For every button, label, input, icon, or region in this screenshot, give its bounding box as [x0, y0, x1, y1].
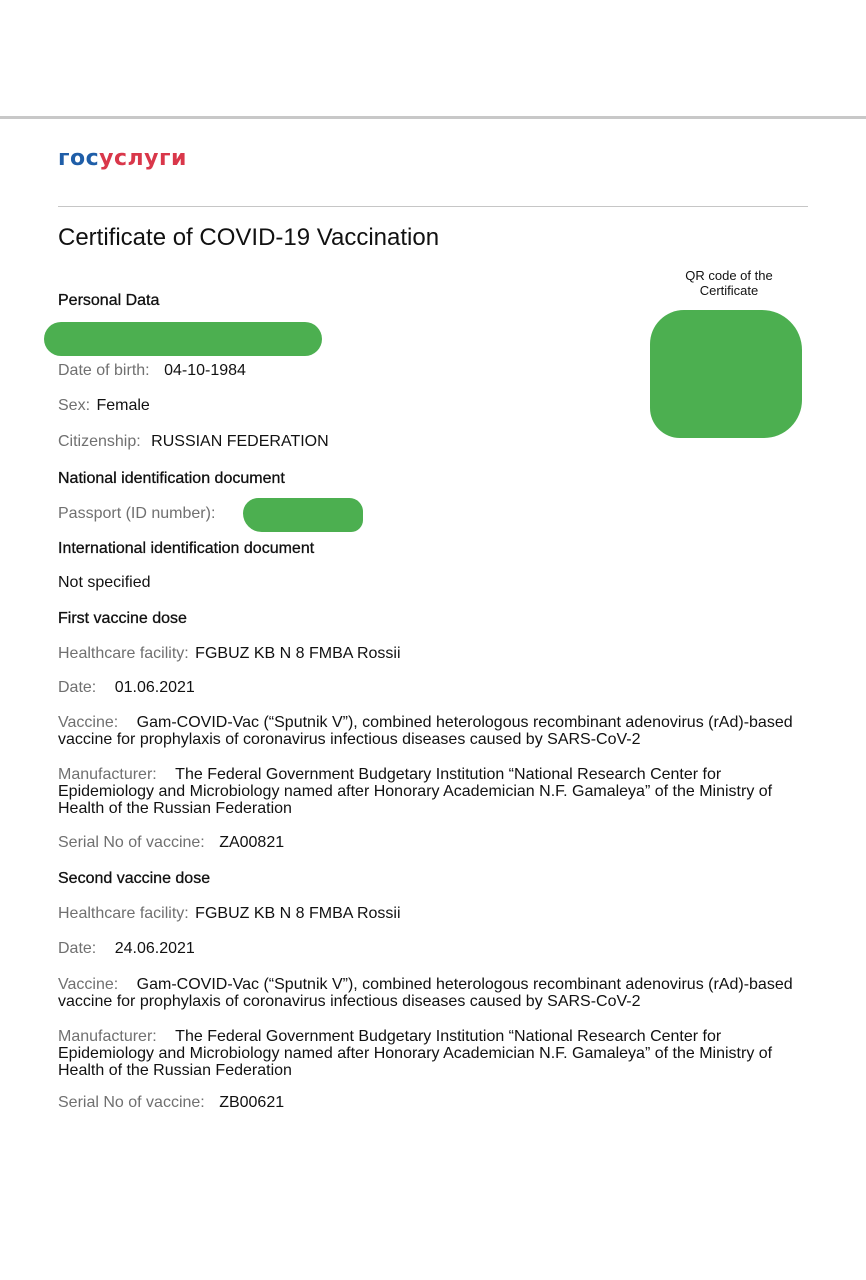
- facility-value: FGBUZ KB N 8 FMBA Rossii: [195, 645, 401, 662]
- manufacturer-label: Manufacturer:: [58, 766, 157, 783]
- logo-part-2: услуги: [99, 146, 187, 171]
- first-facility-row: [58, 645, 401, 663]
- citizenship-label: Citizenship:: [58, 433, 141, 450]
- serial-label: Serial No of vaccine:: [58, 1094, 205, 1111]
- sex-label: Sex:: [58, 397, 91, 414]
- vaccine-label: Vaccine:: [58, 976, 119, 993]
- facility-label: Healthcare facility:: [58, 905, 189, 922]
- date-value: 24.06.2021: [114, 940, 195, 957]
- sex-value: Female: [96, 397, 150, 414]
- top-divider: [0, 116, 866, 119]
- date-label: Date:: [58, 679, 97, 696]
- facility-value: FGBUZ KB N 8 FMBA Rossii: [195, 905, 401, 922]
- header-divider: [58, 206, 808, 207]
- serial-label: Serial No of vaccine:: [58, 834, 205, 851]
- vaccine-value: Gam-COVID-Vac (“Sputnik V”), combined heterologous recombinant adenovirus (rAd)-based vaccine for prophylaxis of coronavirus infectious diseases caused by SARS-CoV-2: [58, 714, 793, 748]
- gosuslugi-logo: [58, 146, 187, 171]
- passport-redacted: [243, 498, 363, 532]
- date-value: 01.06.2021: [114, 679, 195, 696]
- dob-row: [58, 362, 246, 380]
- dob-value: 04-10-1984: [164, 362, 246, 379]
- manufacturer-value: The Federal Government Budgetary Institution “National Research Center for Epidemiology and Microbiology named after Honorary Academician N.F. Gamaleya” of the Ministry of Health of the Russian Federation: [58, 766, 773, 817]
- second-manufacturer-row: [58, 1028, 818, 1079]
- first-dose-heading: First vaccine dose: [58, 610, 187, 627]
- second-date-row: [58, 940, 195, 958]
- passport-row: [58, 505, 215, 523]
- serial-value: ZB00621: [219, 1094, 285, 1111]
- sex-row: [58, 397, 150, 415]
- first-vaccine-row: [58, 714, 818, 748]
- international-doc-text: Not specified: [58, 574, 151, 591]
- logo-part-1: гос: [58, 146, 100, 171]
- page-title: Certificate of COVID-19 Vaccination: [58, 224, 440, 251]
- serial-value: ZA00821: [219, 834, 285, 851]
- first-manufacturer-row: [58, 766, 818, 817]
- second-serial-row: [58, 1094, 284, 1112]
- vaccine-value: Gam-COVID-Vac (“Sputnik V”), combined heterologous recombinant adenovirus (rAd)-based vaccine for prophylaxis of coronavirus infectious diseases caused by SARS-CoV-2: [58, 976, 793, 1010]
- vaccine-label: Vaccine:: [58, 714, 119, 731]
- passport-label: Passport (ID number):: [58, 505, 216, 522]
- second-facility-row: [58, 905, 401, 923]
- manufacturer-label: Manufacturer:: [58, 1028, 157, 1045]
- personal-data-heading: Personal Data: [58, 292, 160, 309]
- second-vaccine-row: [58, 976, 818, 1010]
- qr-code-label: QR code of the Certificate: [685, 268, 773, 298]
- citizenship-row: [58, 433, 329, 451]
- international-doc-heading: International identification document: [58, 540, 315, 557]
- international-doc-value: [58, 574, 151, 592]
- name-redacted: [44, 322, 322, 356]
- first-serial-row: [58, 834, 284, 852]
- qr-code-redacted: [650, 310, 802, 438]
- dob-label: Date of birth:: [58, 362, 150, 379]
- first-date-row: [58, 679, 195, 697]
- citizenship-value: RUSSIAN FEDERATION: [151, 433, 329, 450]
- date-label: Date:: [58, 940, 97, 957]
- facility-label: Healthcare facility:: [58, 645, 189, 662]
- manufacturer-value: The Federal Government Budgetary Institution “National Research Center for Epidemiology and Microbiology named after Honorary Academician N.F. Gamaleya” of the Ministry of Health of the Russian Federation: [58, 1028, 773, 1079]
- national-doc-heading: National identification document: [58, 470, 285, 487]
- second-dose-heading: Second vaccine dose: [58, 870, 211, 887]
